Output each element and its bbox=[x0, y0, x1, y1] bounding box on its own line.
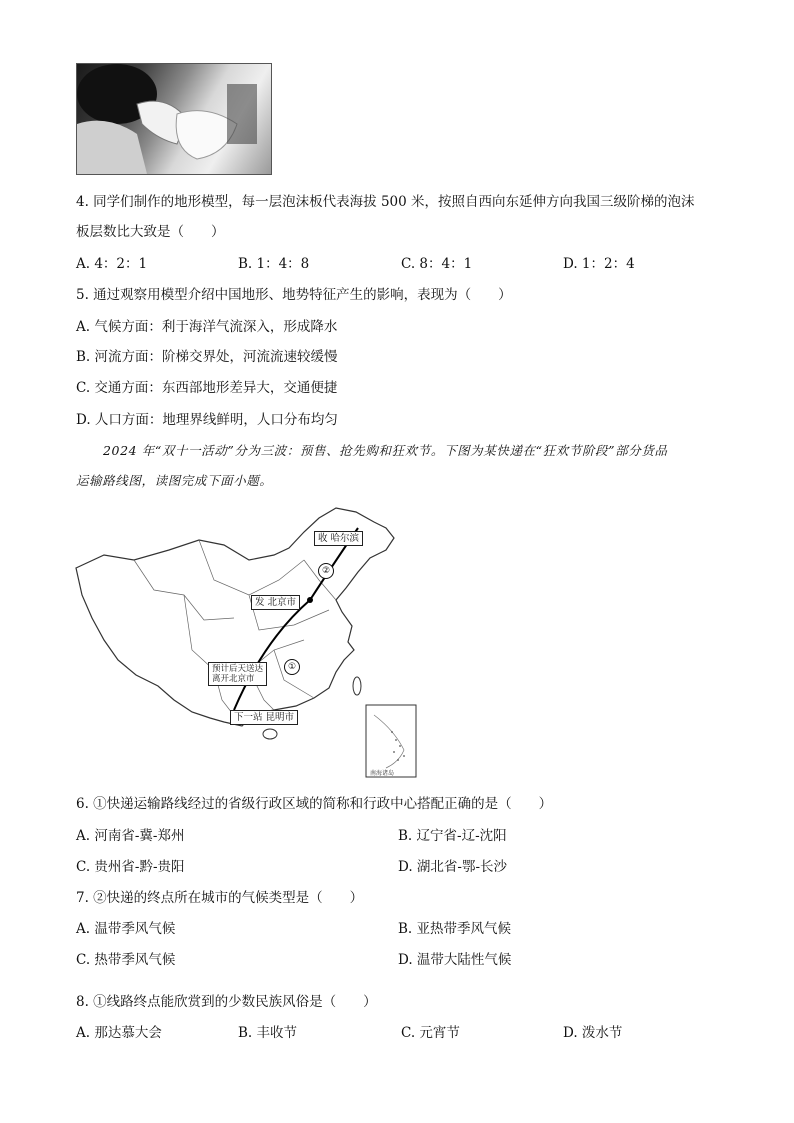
q4-option-c: C. 8：4：1 bbox=[401, 256, 473, 272]
china-route-map bbox=[74, 500, 424, 782]
students-model-photo bbox=[76, 63, 272, 175]
q4-stem-line1: 4. 同学们制作的地形模型，每一层泡沫板代表海拔 500 米，按照自西向东延伸方向我国三级阶梯的泡沫 bbox=[76, 194, 695, 210]
q5-option-c: C. 交通方面：东西部地形差异大，交通便捷 bbox=[76, 380, 338, 396]
q5-option-a: A. 气候方面：利于海洋气流深入，形成降水 bbox=[76, 319, 338, 335]
q6-option-a: A. 河南省-冀-郑州 bbox=[76, 828, 185, 844]
q8-stem: 8. ①线路终点能欣赏到的少数民族风俗是（ ） bbox=[76, 994, 377, 1010]
q7-option-c: C. 热带季风气候 bbox=[76, 952, 176, 968]
route-marker-2: ② bbox=[318, 563, 334, 579]
q4-option-a: A. 4：2：1 bbox=[76, 256, 148, 272]
q7-stem: 7. ②快递的终点所在城市的气候类型是（ ） bbox=[76, 890, 364, 906]
label-eta-line2: 离开北京市 bbox=[212, 674, 255, 685]
inset-label: 南海诸岛 bbox=[370, 770, 395, 777]
q8-option-a: A. 那达慕大会 bbox=[76, 1025, 162, 1041]
q5-option-b: B. 河流方面：阶梯交界处，河流流速较缓慢 bbox=[76, 349, 338, 365]
material-intro-line2: 运输路线图，读图完成下面小题。 bbox=[76, 473, 273, 488]
q6-option-d: D. 湖北省-鄂-长沙 bbox=[398, 859, 508, 875]
q4-option-d: D. 1：2：4 bbox=[563, 256, 635, 272]
label-harbin: 收 哈尔滨 bbox=[314, 531, 363, 546]
label-kunming: 下一站 昆明市 bbox=[230, 710, 298, 725]
q5-option-d: D. 人口方面：地理界线鲜明，人口分布均匀 bbox=[76, 412, 338, 428]
q4-option-b: B. 1：4：8 bbox=[238, 256, 310, 272]
q8-option-d: D. 泼水节 bbox=[563, 1025, 623, 1041]
q4-stem-line2: 板层数比大致是（ ） bbox=[76, 224, 225, 240]
label-eta bbox=[208, 662, 267, 686]
q6-option-b: B. 辽宁省-辽-沈阳 bbox=[398, 828, 507, 844]
route-marker-1: ① bbox=[284, 659, 300, 675]
q7-option-b: B. 亚热带季风气候 bbox=[398, 921, 512, 937]
label-beijing: 发 北京市 bbox=[251, 595, 300, 610]
china-outline-svg bbox=[74, 500, 424, 782]
q5-stem: 5. 通过观察用模型介绍中国地形、地势特征产生的影响，表现为（ ） bbox=[76, 287, 512, 303]
material-intro-line1: 2024 年“双十一活动”分为三波：预售、抢先购和狂欢节。下图为某快递在“狂欢节阶段”部分货品 bbox=[103, 443, 668, 458]
label-eta-line1: 预计后天送达 bbox=[212, 664, 264, 674]
q8-option-b: B. 丰收节 bbox=[238, 1025, 298, 1041]
q8-option-c: C. 元宵节 bbox=[401, 1025, 460, 1041]
q6-stem: 6. ①快递运输路线经过的省级行政区域的简称和行政中心搭配正确的是（ ） bbox=[76, 796, 553, 812]
q7-option-a: A. 温带季风气候 bbox=[76, 921, 176, 937]
q7-option-d: D. 温带大陆性气候 bbox=[398, 952, 512, 968]
q6-option-c: C. 贵州省-黔-贵阳 bbox=[76, 859, 185, 875]
